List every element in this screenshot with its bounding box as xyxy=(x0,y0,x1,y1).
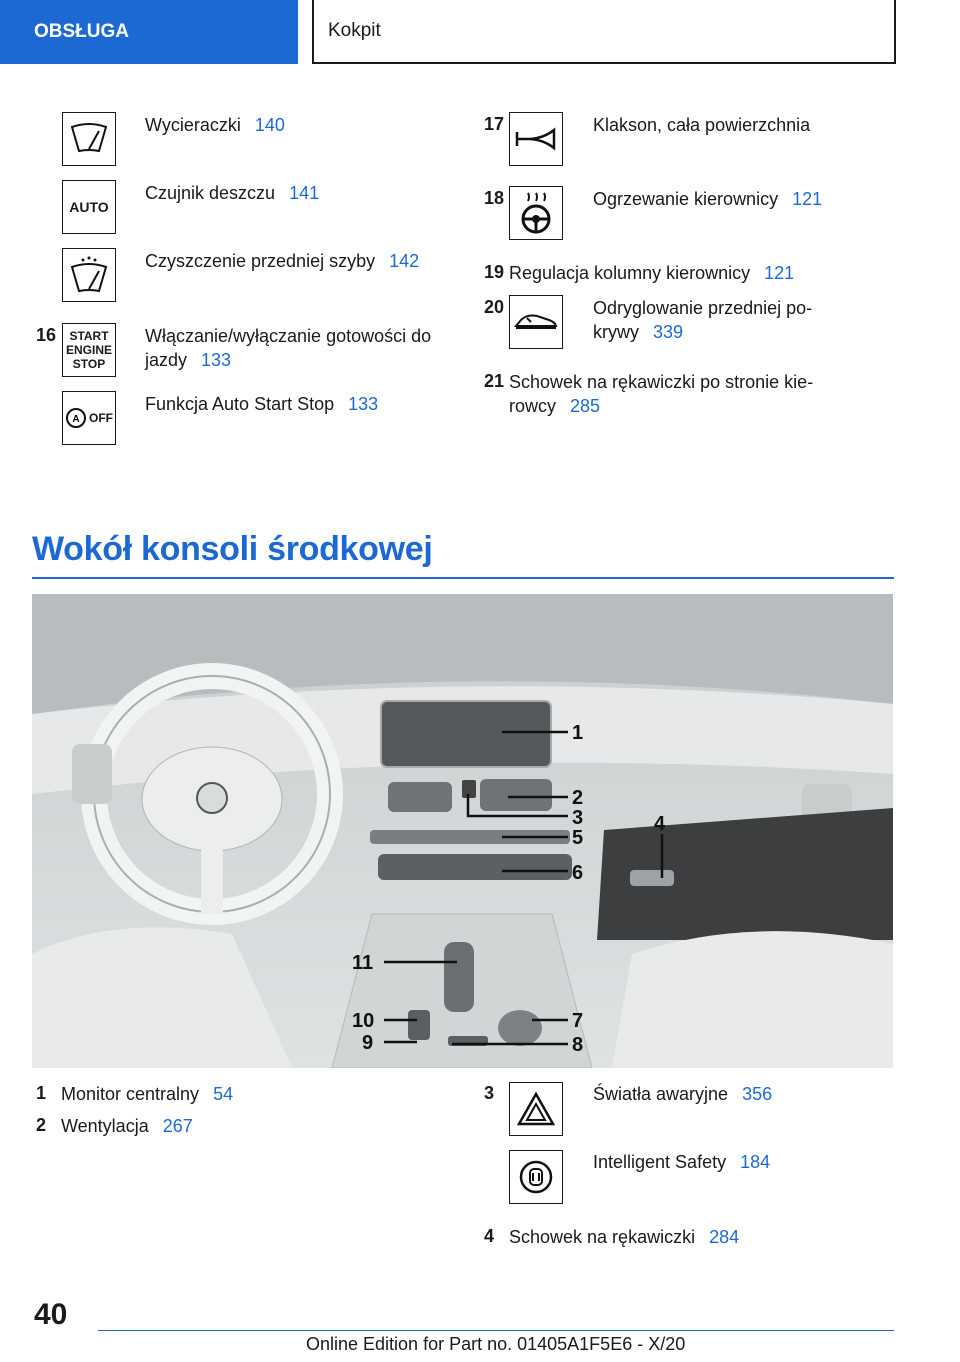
list-item: Regulacja kolumny kierownicy 121 xyxy=(509,263,795,283)
page-link[interactable]: 140 xyxy=(254,115,285,135)
item-number: 3 xyxy=(483,1083,494,1103)
page-link[interactable]: 141 xyxy=(289,183,320,203)
callout-4: 4 xyxy=(654,813,666,835)
windshield-washer-icon xyxy=(62,248,116,302)
list-item: Ogrzewanie kierownicy 121 xyxy=(593,189,823,209)
footer-edition: Online Edition for Part no. 01405A1F5E6 - X/20 xyxy=(306,1334,686,1354)
central-monitor xyxy=(381,701,551,767)
list-item: Światła awaryjne 356 xyxy=(593,1084,773,1104)
section-label: OBSŁUGA xyxy=(34,21,129,42)
hood-release-icon xyxy=(509,295,563,349)
callout-10: 10 xyxy=(352,1010,375,1032)
page-link[interactable]: 339 xyxy=(653,322,684,342)
page-link[interactable]: 284 xyxy=(709,1227,740,1247)
section-tab[interactable] xyxy=(0,0,298,64)
auto-icon: AUTO xyxy=(62,180,116,234)
page-link[interactable]: 133 xyxy=(201,350,232,370)
list-item: Odryglowanie przedniej po- krywy 339 xyxy=(593,298,813,342)
horn-icon xyxy=(509,112,563,166)
page-link[interactable]: 133 xyxy=(348,394,379,414)
item-number: 4 xyxy=(483,1226,494,1246)
hazard-warning-icon xyxy=(509,1082,563,1136)
callout-9: 9 xyxy=(362,1032,374,1054)
list-item: Wycieraczki 140 xyxy=(145,115,285,135)
callout-1: 1 xyxy=(572,722,584,744)
section-heading: Wokół konsoli środkowej xyxy=(32,530,433,568)
page-link[interactable]: 121 xyxy=(764,263,795,283)
item-number: 20 xyxy=(483,297,504,317)
callout-8: 8 xyxy=(572,1034,584,1056)
page-link[interactable]: 121 xyxy=(792,189,823,209)
callout-5: 5 xyxy=(572,827,584,849)
intelligent-safety-icon xyxy=(509,1150,563,1204)
item-number: 17 xyxy=(483,114,504,134)
steering-wheel-heating-icon xyxy=(509,186,563,240)
wiper-icon xyxy=(62,112,116,166)
callout-7: 7 xyxy=(572,1010,584,1032)
svg-text:A: A xyxy=(72,414,80,425)
page-number: 40 xyxy=(34,1298,68,1331)
start-engine-stop-icon: START ENGINE STOP xyxy=(62,323,116,377)
list-item: Intelligent Safety 184 xyxy=(593,1152,771,1172)
list-item: Czyszczenie przedniej szyby 142 xyxy=(145,251,420,271)
list-item: Funkcja Auto Start Stop 133 xyxy=(145,394,379,414)
heading-rule xyxy=(32,577,894,579)
list-item: Schowek na rękawiczki po stronie kie- rowcy 285 xyxy=(509,372,814,416)
item-number: 16 xyxy=(35,325,56,345)
chapter-tab[interactable] xyxy=(312,0,896,64)
auto-start-stop-off-icon: A OFF xyxy=(62,391,116,445)
item-number: 2 xyxy=(35,1115,46,1135)
item-number: 19 xyxy=(483,262,504,282)
callout-6: 6 xyxy=(572,862,584,884)
callout-11: 11 xyxy=(352,952,374,974)
item-number: 1 xyxy=(35,1083,46,1103)
page-link[interactable]: 142 xyxy=(389,251,420,271)
list-item: Wentylacja 267 xyxy=(61,1116,193,1136)
list-item: Czujnik deszczu 141 xyxy=(145,183,320,203)
callout-3: 3 xyxy=(572,807,584,829)
page-link[interactable]: 356 xyxy=(742,1084,773,1104)
center-console-illustration xyxy=(32,594,893,1068)
page-link[interactable]: 267 xyxy=(162,1116,193,1136)
list-item: Klakson, cała powierzchnia xyxy=(593,115,811,135)
list-item: Włączanie/wyłączanie gotowości do jazdy 133 xyxy=(145,326,432,370)
page-link[interactable]: 184 xyxy=(740,1152,771,1172)
list-item: Schowek na rękawiczki 284 xyxy=(509,1227,740,1247)
item-number: 21 xyxy=(483,371,504,391)
page-link[interactable]: 285 xyxy=(570,396,601,416)
page-link[interactable]: 54 xyxy=(213,1084,234,1104)
footer-rule xyxy=(98,1330,894,1331)
callout-2: 2 xyxy=(572,787,584,809)
item-number: 18 xyxy=(483,188,504,208)
chapter-label: Kokpit xyxy=(328,20,381,41)
list-item: Monitor centralny 54 xyxy=(61,1084,234,1104)
